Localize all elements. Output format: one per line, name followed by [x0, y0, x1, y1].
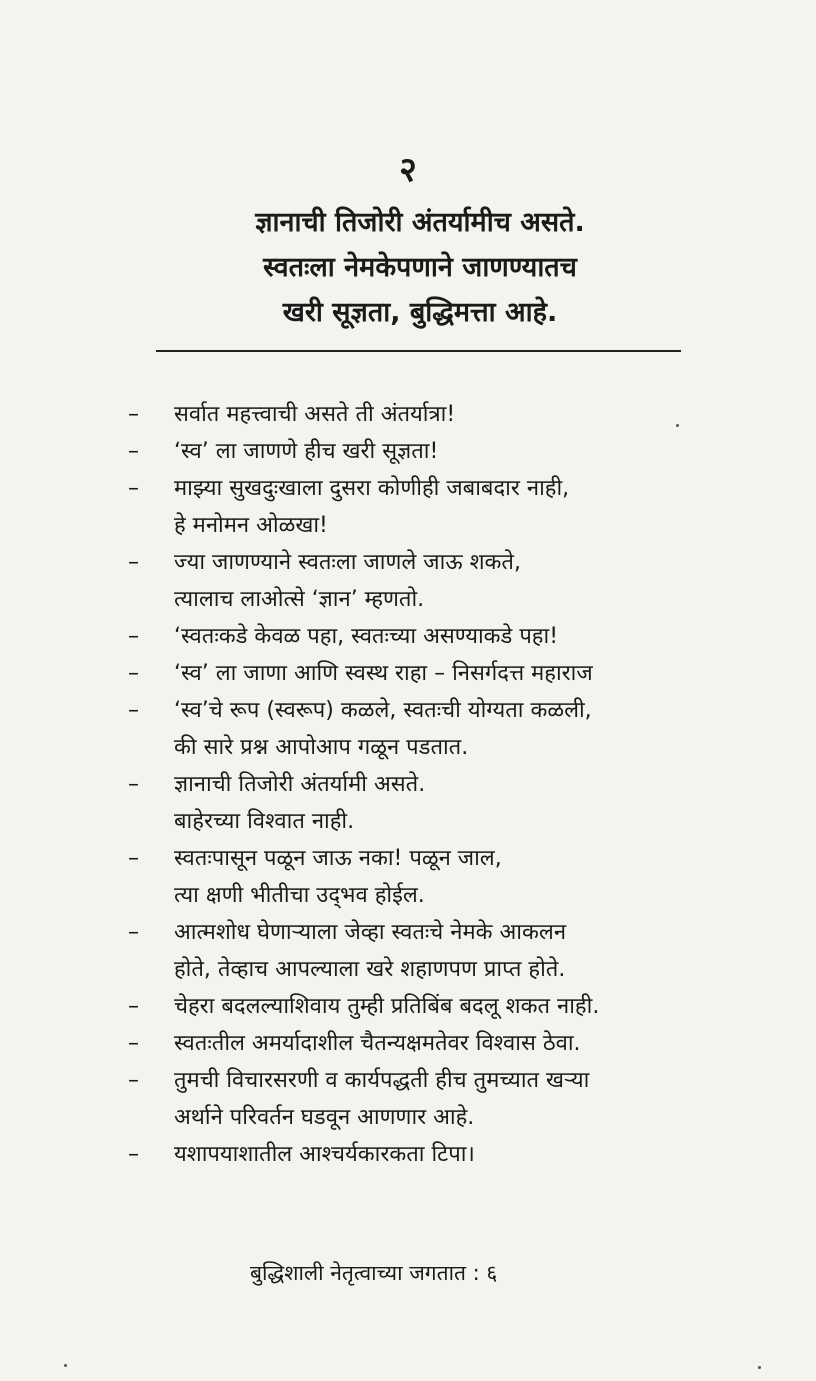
list-item [0, 914, 816, 988]
bullet-dash: – [128, 772, 139, 797]
divider-rule [156, 350, 681, 352]
item-line: अर्थाने परिवर्तन घडवून आणणार आहे. [174, 1105, 475, 1130]
list-item [0, 766, 816, 840]
item-line: स्वतःतील अमर्यादाशील चैतन्यक्षमतेवर विश्वास ठेवा. [174, 1031, 581, 1056]
bullet-dash: – [128, 1142, 139, 1167]
list-item [0, 692, 816, 766]
list-item [0, 433, 816, 470]
scan-speck [676, 424, 679, 427]
list-item [0, 618, 816, 655]
bullet-dash: – [128, 661, 139, 686]
bullet-dash: – [128, 698, 139, 723]
bullet-dash: – [128, 1068, 139, 1093]
item-line: होते, तेव्हाच आपल्याला खरे शहाणपण प्राप्त होते. [174, 957, 566, 982]
item-line: ज्ञानाची तिजोरी अंतर्यामी असते. [174, 772, 426, 797]
list-item [0, 396, 816, 433]
list-item [0, 470, 816, 544]
item-line: की सारे प्रश्न आपोआप गळून पडतात. [174, 735, 469, 760]
quote-list [0, 396, 816, 1173]
chapter-headline [120, 200, 720, 335]
scan-speck [758, 1366, 761, 1369]
item-line: ‘स्व’ ला जाणणे हीच खरी सूज्ञता! [174, 439, 439, 464]
headline-line: स्वतःला नेमकेपणाने जाणण्यातच [263, 252, 577, 283]
item-line: त्या क्षणी भीतीचा उद्‌भव होईल. [174, 883, 425, 908]
item-line: चेहरा बदलल्याशिवाय तुम्ही प्रतिबिंब बदलू शकत नाही. [174, 994, 600, 1019]
bullet-dash: – [128, 402, 139, 427]
item-line: स्वतःपासून पळून जाऊ नका! पळून जाल, [174, 846, 502, 871]
list-item [0, 544, 816, 618]
bullet-dash: – [128, 994, 139, 1019]
item-line: ‘स्वतःकडे केवळ पहा, स्वतःच्या असण्याकडे पहा! [174, 624, 559, 649]
list-item [0, 1062, 816, 1136]
chapter-number: २ [399, 150, 417, 190]
item-line: सर्वात महत्त्वाची असते ती अंतर्यात्रा! [174, 402, 456, 427]
item-line: तुमची विचारसरणी व कार्यपद्धती हीच तुमच्यात खऱ्या [174, 1068, 590, 1093]
scan-speck [64, 1364, 67, 1367]
list-item [0, 1136, 816, 1173]
item-line: यशापयाशातील आश्चर्यकारकता टिपा। [174, 1142, 475, 1167]
list-item [0, 1025, 816, 1062]
item-line: ज्या जाणण्याने स्वतःला जाणले जाऊ शकते, [174, 550, 521, 575]
headline-line: खरी सूज्ञता, बुद्धिमत्ता आहे. [282, 297, 558, 328]
bullet-dash: – [128, 624, 139, 649]
list-item [0, 655, 816, 692]
bullet-dash: – [128, 920, 139, 945]
item-line: आत्मशोध घेणाऱ्याला जेव्हा स्वतःचे नेमके आकलन [174, 920, 567, 945]
page-footer: बुद्धिशाली नेतृत्वाच्या जगतात : ६ [250, 1261, 498, 1285]
item-line: त्यालाच लाओत्से ‘ज्ञान’ म्हणतो. [174, 587, 425, 612]
bullet-dash: – [128, 550, 139, 575]
item-line: ‘स्व’चे रूप (स्वरूप) कळले, स्वतःची योग्यता कळली, [174, 698, 592, 723]
bullet-dash: – [128, 476, 139, 501]
list-item [0, 840, 816, 914]
item-line: ‘स्व’ ला जाणा आणि स्वस्थ राहा – निसर्गदत्त महाराज [174, 661, 593, 686]
bullet-dash: – [128, 1031, 139, 1056]
list-item [0, 988, 816, 1025]
bullet-dash: – [128, 439, 139, 464]
item-line: माझ्या सुखदुःखाला दुसरा कोणीही जबाबदार नाही, [174, 476, 570, 501]
item-line: बाहेरच्या विश्वात नाही. [174, 809, 355, 834]
headline-line: ज्ञानाची तिजोरी अंतर्यामीच असते. [255, 207, 585, 238]
bullet-dash: – [128, 846, 139, 871]
item-line: हे मनोमन ओळखा! [174, 513, 328, 538]
